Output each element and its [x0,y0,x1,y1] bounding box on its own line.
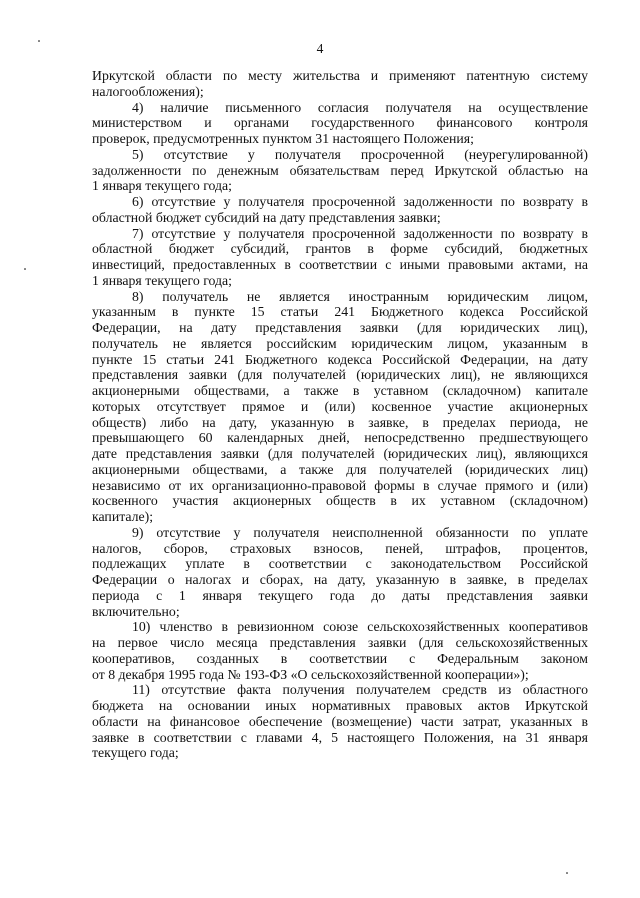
text-line: обществ) либо на дату, указанную в заявке, в пределах периода, не [92,414,588,430]
text-line: текущего года; [92,745,179,761]
text-line: налогов, сборов, страховых взносов, пеней, штрафов, процентов, [92,540,588,556]
text-line: заявке в соответствии с главами 4, 5 настоящего Положения, на 31 января [92,729,588,745]
page-number: 4 [316,41,324,56]
text-line: 11) отсутствие факта получения получателем средств из областного [132,682,588,698]
text-line: бюджета на основании иных нормативных правовых актов Иркутской [92,698,588,713]
text-line: 5) отсутствие у получателя просроченной (неурегулированной) [132,146,588,162]
text-line: 6) отсутствие у получателя просроченной задолженности по возврату в [132,194,588,209]
text-line: 8) получатель не является иностранным юридическим лицом, [132,288,588,304]
text-line: превышающего 60 календарных дней, непосредственно предшествующего [92,430,588,446]
text-line: областной бюджет субсидий, грантов в форме субсидий, бюджетных [92,241,588,257]
scan-speck [24,268,26,270]
text-line: Федерации, на дату представления заявки (для юридических лиц), [92,320,588,335]
text-line: указанным в пункте 15 статьи 241 Бюджетного кодекса Российской [92,304,588,320]
text-line: включительно; [92,603,180,619]
text-line: 7) отсутствие у получателя просроченной задолженности по возврату в [132,225,588,241]
text-line: 10) членство в ревизионном союзе сельскохозяйственных кооперативов [132,619,588,635]
text-line: представления заявки (для получателей (юридических лиц), не являющихся [92,367,588,383]
text-line: области на финансовое обеспечение (возмещение) части затрат, указанных в [92,713,588,729]
text-line: независимо от их организационно-правовой формы в случае прямого и (или) [92,477,588,493]
text-line: Иркутской области по месту жительства и применяют патентную систему [92,68,588,83]
text-line: подлежащих уплате в соответствии с законодательством Российской [92,556,588,572]
text-line: на первое число месяца представления заявки (для сельскохозяйственных [92,635,588,650]
text-line: задолженности по денежным обязательствам перед Иркутской областью на [92,162,588,178]
text-line: инвестиций, предоставленных в соответствии с иными правовыми актами, на [92,257,588,272]
text-line: акционерными обществами, а также для получателей (юридических лиц) [92,461,588,477]
text-line: налогообложения); [92,83,204,99]
text-line: акционерными обществами, а также в уставном (складочном) капитале [92,383,588,398]
text-line: министерством и органами государственного финансового контроля [92,115,588,131]
text-line: 4) наличие письменного согласия получателя на осуществление [132,99,588,115]
text-line: периода с 1 января текущего года до даты представления заявки [92,587,588,603]
text-line: пункте 15 статьи 241 Бюджетного кодекса Российской Федерации, на дату [92,351,588,367]
text-line: которых отсутствует прямое и (или) косвенное участие акционерных [92,398,588,414]
document-body [92,68,588,761]
text-line: косвенного участия акционерных обществ в их уставном (складочном) [92,493,588,509]
text-line: 9) отсутствие у получателя неисполненной обязанности по уплате [132,524,588,540]
text-line: кооперативов, созданных в соответствии с Федеральным законом [92,650,588,666]
text-line: 1 января текущего года; [92,178,232,194]
text-line: проверок, предусмотренных пунктом 31 настоящего Положения; [92,131,474,146]
scan-speck [38,40,40,42]
text-line: областной бюджет субсидий на дату представления заявки; [92,209,441,225]
text-line: дате представления заявки (для получателей (юридических лиц), являющихся [92,446,588,461]
text-line: капитале); [92,509,154,524]
text-line: 1 января текущего года; [92,272,232,288]
text-line: получатель не является российским юридическим лицом, указанным в [92,335,588,351]
scan-speck [566,872,568,874]
text-line: от 8 декабря 1995 года № 193-ФЗ «О сельскохозяйственной кооперации»); [92,666,529,682]
text-line: Федерации о налогах и сборах, на дату, указанную в заявке, в пределах [92,572,588,587]
